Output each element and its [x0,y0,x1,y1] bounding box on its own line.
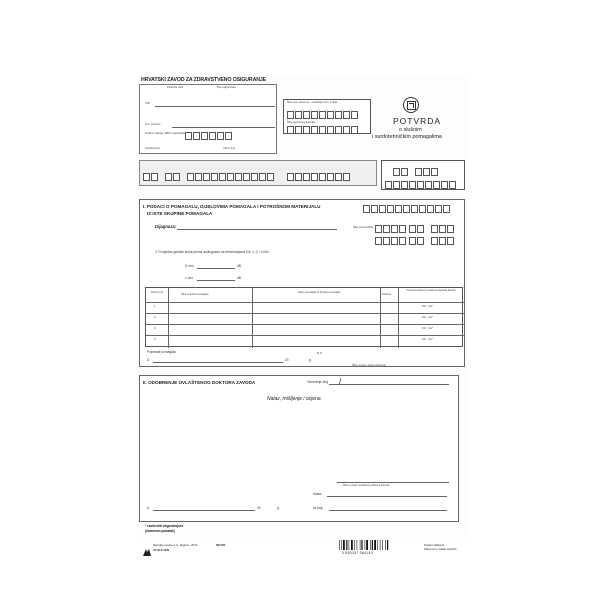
name-label: Ime i prezime [145,123,161,126]
form-code: UT-III-5-11/N [153,548,170,552]
diagnosis-label: Dijagnoza: [155,224,177,229]
section-1-title-2: IZ ISTE SKUPINE POMAGALA [147,211,213,216]
form-number: 591105 [216,543,226,547]
left-ear-line[interactable] [197,280,235,281]
diagnosis-cells-1[interactable] [375,225,407,233]
row-3-number: 3. [154,327,157,330]
right-ear-label: D.uho [185,264,194,268]
institution-name: HRVATSKI ZAVOD ZA ZDRAVSTVENO OSIGURANJE [141,77,267,83]
diagnosis-code-label: Šifra prema MKB [353,226,373,229]
row-2-number: 2. [154,316,157,319]
row-1-number: 1. [154,305,157,308]
col-header-name: Naziv pomagala iz Popisa pomagala [298,291,340,294]
printer-label: Narodne novine d.d., Zagreb - 2013 [153,543,198,547]
section-1-place-label: U [147,358,150,362]
diagnosis-line[interactable] [177,229,337,230]
row-4-number: 4. [154,338,157,341]
asterisk-note-1: * zaokružiti odgovarajuće [145,524,184,528]
approval-number-label: Odobrenje broj [307,380,329,384]
right-ear-line[interactable] [197,268,235,269]
form-title: POTVRDA [393,116,442,126]
row-4-yes-no[interactable]: Da* - Ne* [422,338,433,341]
doctor-signature-label: Šifra, potpis i pečat izdavanja [352,364,386,367]
patient-pays-label: Popravak pomagala: [147,350,177,354]
section-2-place-label: U [147,506,150,510]
findings-label: Nalaz, mišljenje i ocjena [267,396,321,402]
section-1-place-line[interactable] [153,362,283,363]
birth-date-label: Godina rođenja / MBO osiguranika [145,132,185,135]
ur-number-line[interactable] [329,510,447,511]
section-1-year-g: g. [309,358,312,362]
col-header-qty: Količina [382,293,392,296]
approval-label: Šifra upd. ustanove - ordinacije prim. izrada [287,101,338,104]
left-ear-db: dB [237,276,241,280]
insured-block [139,84,277,154]
class-label: Klasa: [313,492,322,496]
section-1-year: 20 [285,358,289,362]
section-1-title-1: I. PODACI O POMAGALU, DIJELOVIMA POMAGALA I POTROŠNOM MATERIJALU [143,204,321,209]
supplier-code-label: Šifra ugovornog liječnika [287,121,316,124]
insured-number-label: Broj osiguranika [217,86,236,89]
right-ear-db: dB [237,264,241,268]
section-2-title: II. ODOBRENJE OVLAŠTENOG DOKTORA ZAVODA [143,380,256,385]
diagnosis-cells-3[interactable] [431,225,455,233]
section-2-year-g: g. [277,506,280,510]
supplier-cells[interactable] [287,126,359,134]
row-1-yes-no[interactable]: Da* - Ne* [422,305,433,308]
right-note-2: Zakonom o zaštiti osobnih [424,547,457,551]
barcode-digits: 3 850157 064144 [342,551,373,555]
form-subtitle-1: o slušnim [399,127,422,133]
section-2-signature-label: Šifra i potpis ovlaštenog doktora Zavoda [343,484,390,487]
row-3-yes-no[interactable]: Da* - Ne* [422,327,433,330]
oib-label: OIB [145,102,150,105]
hzzo-logo-icon [403,97,419,113]
approval-number-line[interactable] [329,384,449,385]
regional-office-label: Područni ured [167,86,184,89]
audiogram-text: 2. Prosječan gubitak sluha prema audiogramu na frekvencijama 0,5; 1; 2; i 4 kHz [155,250,269,254]
birth-cells[interactable] [185,132,233,140]
row-2-yes-no[interactable]: Da* - Ne* [422,316,433,319]
street-label: Ulica i broj [223,147,236,150]
barcode [338,537,408,551]
section-2-place-line[interactable] [153,510,255,511]
col-header-approval: Potrebno odobrenje ovlaštenog liječnika Zavoda [406,290,456,292]
diagnosis-cells-2[interactable] [409,225,425,233]
items-table [145,287,463,347]
col-header-number: Redni broj [151,291,163,294]
form-sheet: HRVATSKI ZAVOD ZA ZDRAVSTVENO OSIGURANJE POTVRDA o slušnim i surdotehničkim pomagalima Područni ured Broj osiguranika OIB Ime i prezime Godina rođenja / MBO osiguranika Grad/Općina Ulica i broj Šifra upd. ustanove - ordinacije prim. izrada Šifra ugovornog liječnika I. PODACI O POMAGALU, DIJELOVIMA POMAGALA I POTROŠNOM MATERIJALU IZ ISTE SKUPINE POMAGALA Dijagnoza: Šifra prema MKB 2. Prosječan gubitak sluha prema audiogramu na frekvencijama 0,5; 1; 2; i 4 kHz D.uho dB L.uho dB Redni broj Šifra i barkod pomagala Naziv pomagala iz Popisa pomagala Količina Potrebno odobrenje ovlaštenog liječnika Zavoda 1. 2. 3. 4. Da* - Ne* Da* - Ne* Da* - Ne* Da* - Ne* Popravak pomagala: U 20 g. M.P. Šifra, potpis i pečat izdavanja II. ODOBRENJE OVLAŠTENOG DOKTORA ZAVODA Odobrenje broj / Nalaz, mišljenje i ocjena Šifra i potpis ovlaštenog doktora Zavoda Klasa: U 20 g. Ur.broj: * zaokružiti odgovarajuće (obavezan podatak) [137,75,467,537]
printer-logo-icon [143,543,151,550]
city-label: Grad/Općina [145,147,160,150]
ur-number-label: Ur.broj: [313,506,324,510]
right-note-1: Podaci zaštićeni [424,543,445,547]
col-header-code: Šifra i barkod pomagala [181,293,209,296]
asterisk-note-2: (obavezan podatak) [145,529,175,533]
form-subtitle-2: i surdotehničkim pomagalima [372,134,442,140]
class-line[interactable] [327,496,447,497]
left-ear-label: L.uho [185,276,193,280]
section-2-year: 20 [257,506,261,510]
section-1-code-cells[interactable] [363,205,451,213]
mp-label: M.P. [317,352,322,355]
approval-cells[interactable] [287,111,359,119]
